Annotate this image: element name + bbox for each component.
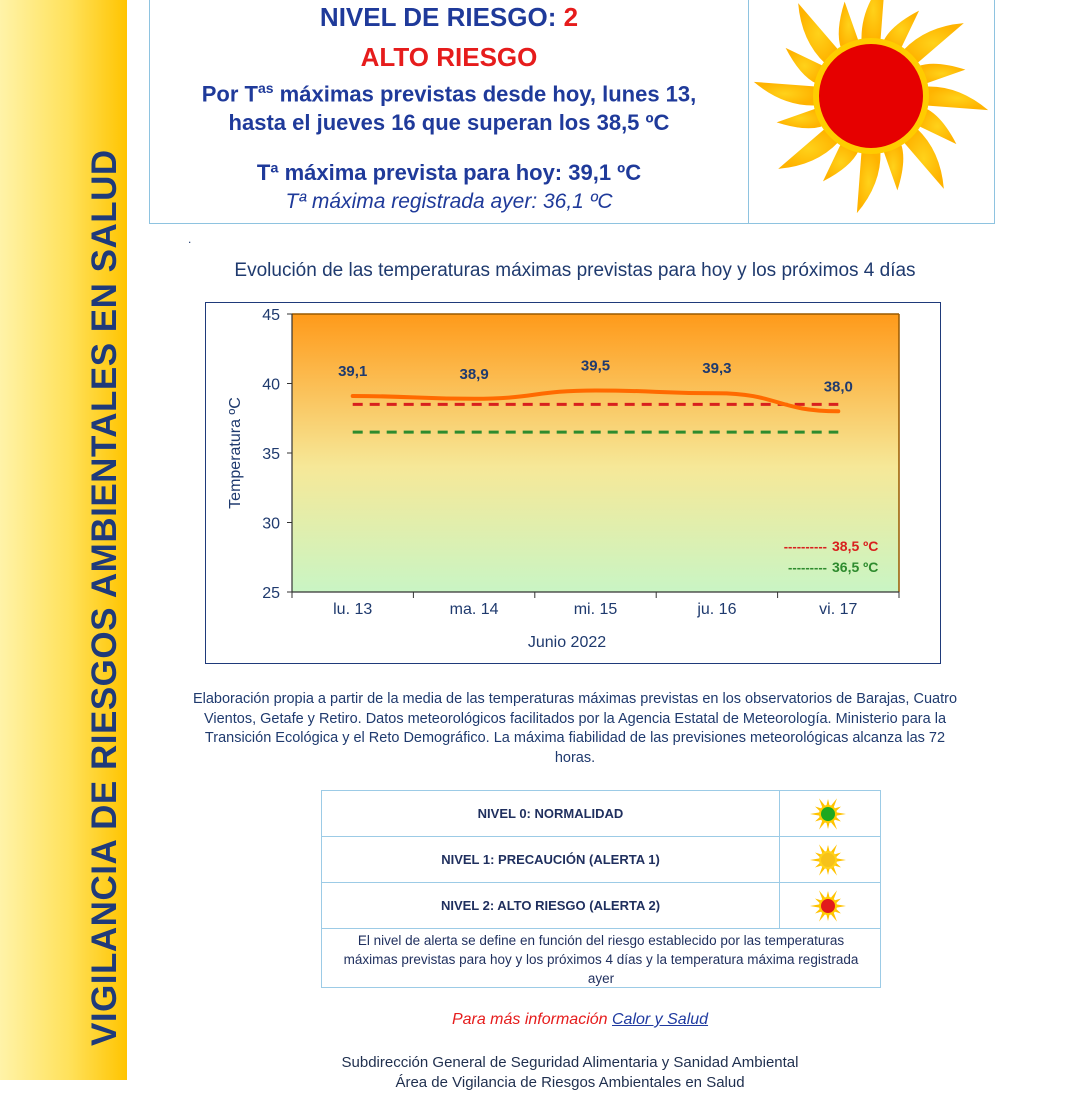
alert-levels-table <box>321 790 881 988</box>
data-label: 39,5 <box>580 357 611 375</box>
footer-line-1: Subdirección General de Seguridad Alimentaria y Sanidad Ambiental <box>341 1054 799 1071</box>
y-tick-label: 30 <box>262 515 280 533</box>
risk-level-title <box>149 2 749 33</box>
sun-ray <box>836 812 846 815</box>
footer <box>150 1053 990 1093</box>
x-tick-label: ju. 16 <box>697 601 737 618</box>
risk-level-value: 2 <box>563 2 579 32</box>
legend-label: 36,5 ºC <box>832 559 879 575</box>
legend-dashes: ---------- <box>783 539 827 554</box>
sun-ray <box>857 151 881 213</box>
data-credits: Elaboración propia a partir de la media de las temperaturas máximas previstas en los observatorios de Barajas, Cuatro Vientos, Getafe y Retiro. Datos meteorológicos facilitados por la Agencia Estatal de Meteorología. Ministerio para la Transición Ecológica y el Reto Demográfico. La máxima fiabilidad de las previsiones meteorológicas alcanza las 72 horas. <box>192 691 958 766</box>
stray-dot: . <box>188 232 192 246</box>
data-label: 39,3 <box>702 360 732 378</box>
level-row-2 <box>322 883 880 929</box>
temperature-chart <box>205 302 941 664</box>
more-info-label: Para más información <box>451 1011 612 1028</box>
risk-reason: Por $T^{as}$ máximas previstas desde hoy, lunes 13, hasta el jueves 16 que superan los 38,5 ºC <box>201 80 697 136</box>
y-tick-label: 25 <box>262 585 280 602</box>
data-label: 39,1 <box>338 363 368 381</box>
sun-ray <box>810 858 820 861</box>
level-label: NIVEL 2: ALTO RIESGO (ALERTA 2) <box>322 883 780 928</box>
levels-note: El nivel de alerta se define en función del riesgo establecido por las temperaturas máximas previstas para hoy y los próximos 4 días y la temperatura máxima registrada ayer <box>343 933 859 986</box>
y-tick-label: 45 <box>262 307 280 324</box>
sun-ray <box>810 904 820 907</box>
level-row-1 <box>322 837 880 883</box>
sun-ray <box>810 812 820 815</box>
level-label: NIVEL 1: PRECAUCIÓN (ALERTA 1) <box>322 837 780 882</box>
legend-dashes: --------- <box>788 560 827 575</box>
x-tick-label: lu. 13 <box>333 601 373 618</box>
sidebar-title: VIGILANCIA DE RIESGOS AMBIENTALES EN SALUD <box>85 149 124 1046</box>
footer-line-2: Área de Vigilancia de Riesgos Ambientales en Salud <box>395 1074 745 1091</box>
y-tick-label: 35 <box>262 446 280 463</box>
x-axis-label: Junio 2022 <box>527 634 607 651</box>
forecast-today: Tª máxima prevista para hoy: 39,1 ºC <box>256 160 642 185</box>
risk-level-name: ALTO RIESGO <box>360 42 538 72</box>
sidebar <box>0 0 127 1080</box>
legend-label: 38,5 ºC <box>832 538 879 554</box>
x-tick-label: mi. 15 <box>573 601 618 618</box>
y-axis-label: Temperatura ºC <box>227 397 244 509</box>
sun-red-icon <box>808 887 848 925</box>
more-info <box>150 1011 1010 1029</box>
x-tick-label: ma. 14 <box>449 601 499 618</box>
sun-icon <box>752 0 992 222</box>
risk-level-label: NIVEL DE RIESGO: <box>319 2 557 32</box>
sun-ray <box>926 86 988 110</box>
x-tick-label: vi. 17 <box>819 601 858 618</box>
data-label: 38,0 <box>823 378 853 396</box>
sun-ray <box>836 858 846 861</box>
sun-yellow-icon <box>808 841 848 879</box>
level-label: NIVEL 0: NORMALIDAD <box>322 791 780 836</box>
level-row-0 <box>322 791 880 837</box>
sun-ray <box>754 82 816 106</box>
sun-green-icon <box>808 795 848 833</box>
calor-y-salud-link[interactable]: Calor y Salud <box>612 1011 709 1028</box>
chart-title: Evolución de las temperaturas máximas previstas para hoy y los próximos 4 días <box>234 260 916 281</box>
sun-ray <box>861 0 885 41</box>
y-tick-label: 40 <box>262 376 280 394</box>
recorded-yesterday: Tª máxima registrada ayer: 36,1 ºC <box>285 190 613 213</box>
sun-ray <box>836 904 846 907</box>
data-label: 38,9 <box>459 365 489 383</box>
